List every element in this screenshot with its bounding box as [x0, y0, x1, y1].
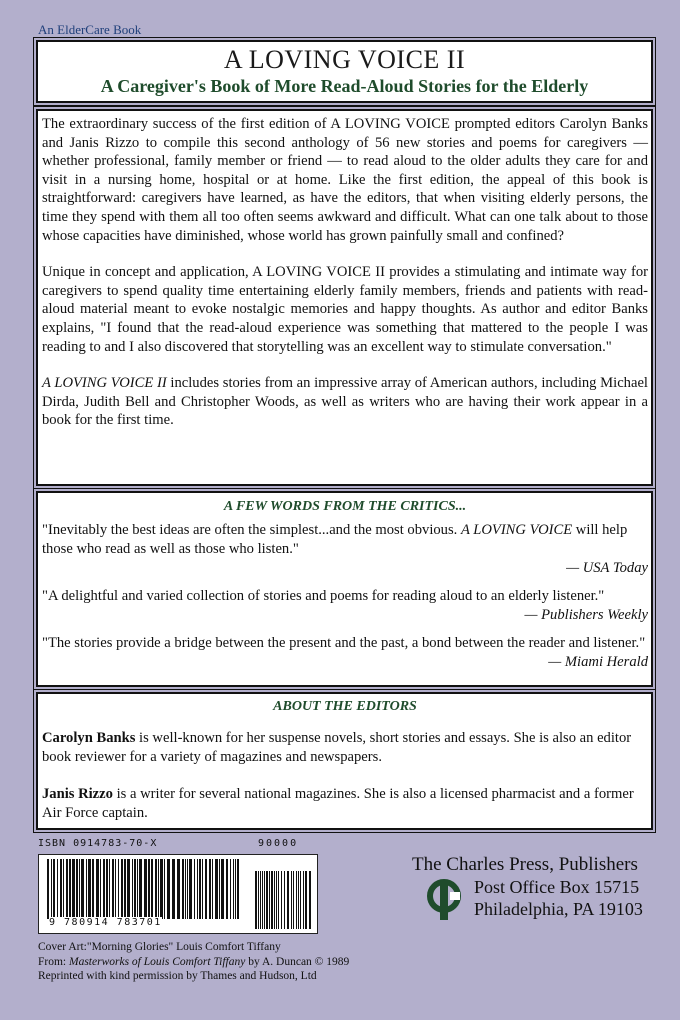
description-paragraph-3-text: includes stories from an impressive array of American authors, including Michael Dirda, Judith Bell and Christopher Woods, as well as writers who are having their work appear in a book for the first time. [42, 375, 648, 429]
editors-panel [36, 692, 653, 830]
credit-line-2-title: Masterworks of Louis Comfort Tiffany [69, 955, 246, 968]
editor-bio-2-text: is a writer for several national magazines. She is also a licensed pharmacist and a former Air Force captain. [42, 786, 634, 821]
critic-quote-1-text-a: "Inevitably the best ideas are often the simplest...and the most obvious. [42, 522, 461, 538]
isbn-text: ISBN 0914783-70-X [38, 838, 158, 849]
publisher-block [412, 854, 662, 920]
description-book-title: A LOVING VOICE II [42, 375, 167, 392]
title-panel [36, 40, 653, 103]
critic-quote-1-title: A LOVING VOICE [460, 522, 573, 538]
editor-name-2: Janis Rizzo [42, 786, 113, 802]
critic-quote-3-text: "The stories provide a bridge between the present and the past, a bond between the reader and listener." [42, 635, 646, 651]
publisher-name: The Charles Press, Publishers [412, 854, 638, 875]
publisher-address-line-2: Philadelphia, PA 19103 [474, 899, 643, 919]
cp-monogram-icon [424, 878, 468, 922]
critics-heading: A FEW WORDS FROM THE CRITICS... [223, 499, 467, 514]
description-paragraph-1: The extraordinary success of the first edition of A LOVING VOICE prompted editors Carolyn Banks and Janis Rizzo to compile this second anthology of 56 new stories and poems for caregivers — whether professional, family member or friend — to read aloud to the older adults they care for and visit in a nursing home, hospital or at home. Like the first edition, the appeal of this book is straightforward: caregivers have learned, as have the editors, that when visiting elderly persons, the time they spend with them all too often seems awkward and difficult. What can one talk about to those whose capacities have diminished, whose world has grown painfully small and confined? [42, 116, 648, 244]
editor-name-1: Carolyn Banks [42, 730, 136, 746]
description-paragraph-3 [42, 374, 648, 430]
critic-quote-3 [42, 634, 648, 672]
critic-quote-3-source: — Miami Herald [548, 654, 648, 670]
series-label: An ElderCare Book [38, 22, 142, 37]
book-title: A LOVING VOICE II [223, 45, 466, 74]
addon-digits: 90000 [258, 838, 299, 849]
critic-quote-2-source: — Publishers Weekly [524, 607, 648, 623]
publisher-address-line-1: Post Office Box 15715 [474, 877, 640, 897]
barcode [38, 854, 318, 934]
cover-credits [38, 940, 349, 984]
credit-line-2 [38, 955, 349, 970]
credit-line-1: Cover Art:"Morning Glories" Louis Comfort Tiffany [38, 941, 281, 953]
critic-quote-2 [42, 587, 648, 625]
credit-line-2-prefix: From: [38, 955, 69, 968]
critic-quote-1-text-b: will help those who read as well as those who listen." [42, 522, 628, 557]
barcode-block [38, 838, 318, 938]
editor-bio-1 [42, 729, 648, 767]
editor-bio-2 [42, 785, 648, 823]
credit-line-2-suffix: by A. Duncan © 1989 [245, 955, 350, 968]
barcode-digits: 9 780914 783701 [49, 917, 162, 928]
editor-bio-1-text: is well-known for her suspense novels, short stories and essays. She is also an editor book reviewer for a variety of magazines and newspapers. [42, 730, 632, 765]
credit-line-3: Reprinted with kind permission by Thames and Hudson, Ltd [38, 970, 317, 982]
critic-quote-1-source: — USA Today [566, 560, 648, 576]
description-panel [36, 109, 653, 486]
critics-panel [36, 491, 653, 687]
description-paragraph-2: Unique in concept and application, A LOVING VOICE II provides a stimulating and intimate way for caregivers to spend quality time entertaining elderly family members, friends and patients with read-aloud material meant to evoke nostalgic memories and happy thoughts. As author and editor Banks explains, "I found that the read-aloud experience was something that mattered to the people I was reading to and I also discovered that storytelling was an excellent way to stimulate conversation." [42, 264, 648, 355]
book-subtitle: A Caregiver's Book of More Read-Aloud Stories for the Elderly [100, 76, 589, 96]
critic-quote-2-text: "A delightful and varied collection of stories and poems for reading aloud to an elderly listener." [42, 588, 605, 604]
editors-heading: ABOUT THE EDITORS [273, 699, 417, 714]
critic-quote-1 [42, 521, 648, 578]
